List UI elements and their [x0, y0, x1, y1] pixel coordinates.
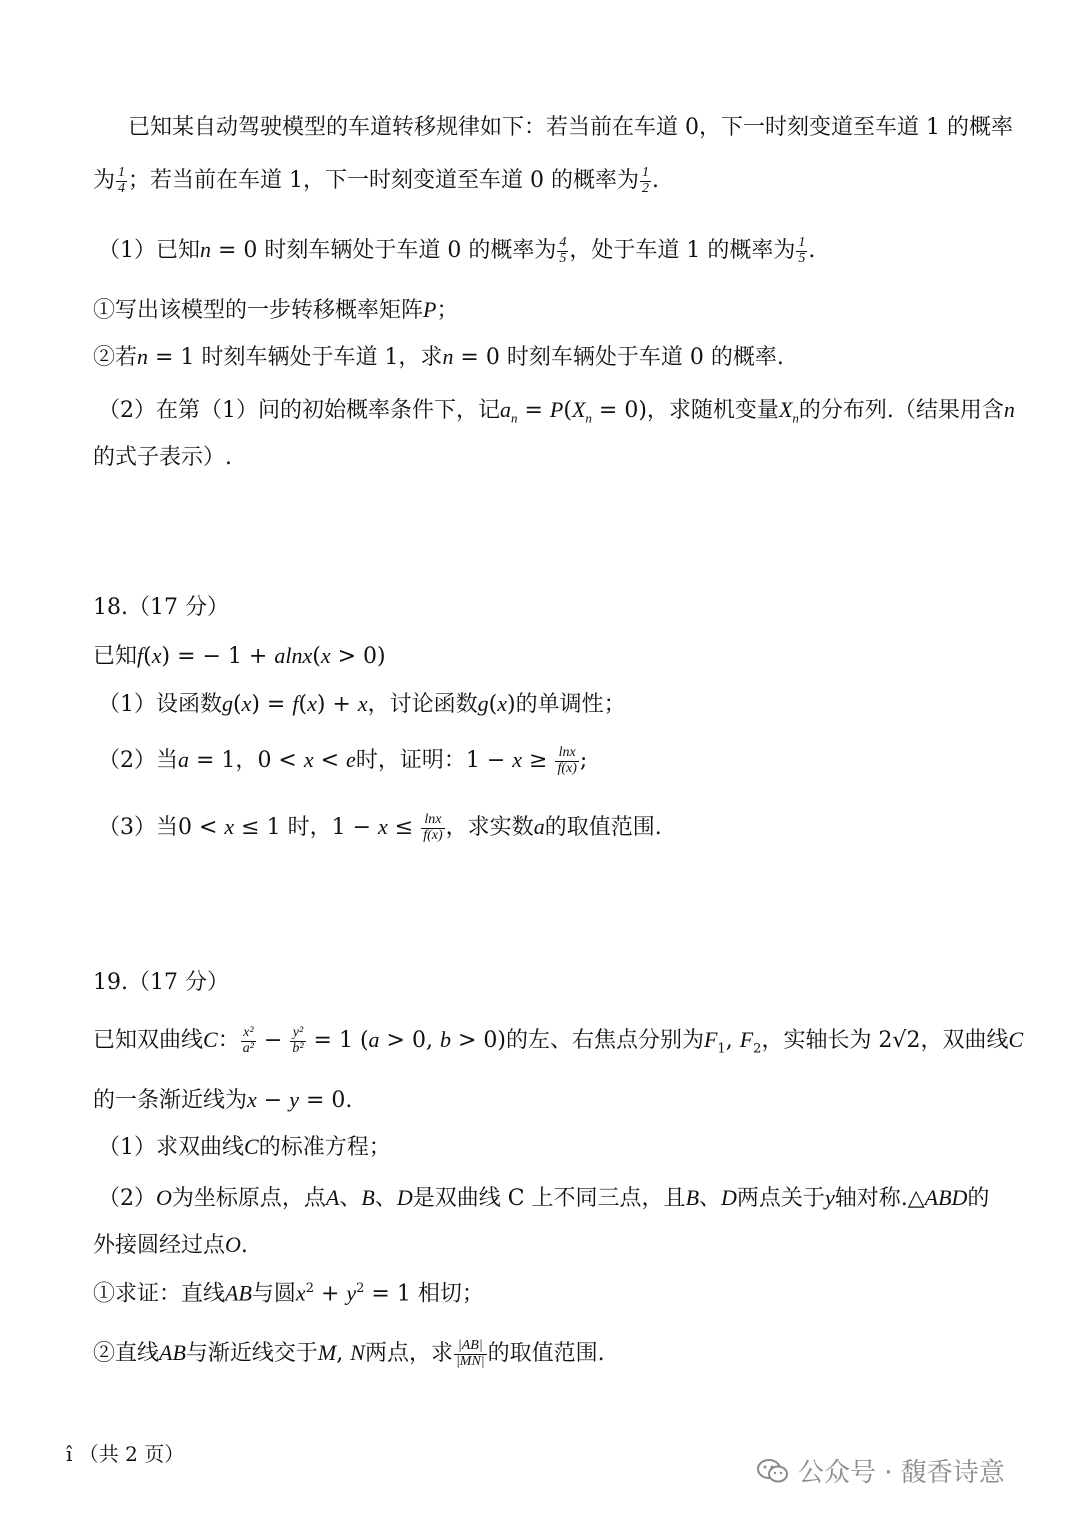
fraction-lnx-fx: $\frac{\ln x}{f(x)}$: [557, 745, 577, 776]
fraction-lnx-fx-2: $\frac{\ln x}{f(x)}$: [423, 812, 443, 843]
fraction-4-5: $\frac{4}{5}$: [559, 235, 567, 266]
q19-part1: （1）求双曲线C的标准方程；: [98, 1134, 391, 1160]
fraction-ab-mn: $\frac{|AB|}{|MN|}$: [455, 1338, 485, 1369]
fraction-1-2: $\frac{1}{2}$: [642, 165, 649, 196]
q19-line1: 已知双曲线C： $\frac{\text{x²}}{\text{a²}}$ − $\frac{\text{y²}}{\text{b²}}$ = 1 (a > 0, b > 0)的左、右焦点分别为$F_1$, $F_2$，实轴长为 2√2，双曲线C: [93, 1025, 1024, 1057]
q18-header: 18.（17 分）: [93, 595, 229, 620]
page-footer: î （共 2 页）: [66, 1442, 185, 1466]
intro-line-1: 已知某自动驾驶模型的车道转移规律如下：若当前在车道 0，下一时刻变道至车道 1 的概率: [128, 115, 1013, 140]
intro-line-2: 为 $\frac{1}{4}$ ；若当前在车道 1，下一时刻变道至车道 0 的概率为 $\frac{1}{2}$ .: [93, 165, 659, 196]
q18-part2: （2）当a = 1，0 < x < e时，证明：1 − x ≥ $\frac{\ln x}{f(x)}$ ;: [98, 745, 588, 776]
watermark: 公众号 · 馥香诗意: [756, 1452, 1005, 1489]
q17-sub2: ②若n = 1 时刻车辆处于车道 1，求n = 0 时刻车辆处于车道 0 的概率.: [93, 344, 784, 370]
fraction-1-4: $\frac{1}{4}$: [118, 165, 126, 196]
q17-part2-cont: 的式子表示）.: [93, 445, 232, 470]
wechat-icon: [756, 1458, 790, 1484]
q19-part2: （2）O为坐标原点，点A、B、D是双曲线 C 上不同三点，且B、D两点关于y轴对称.△ABD的: [98, 1185, 990, 1211]
fraction-1-5: $\frac{1}{5}$: [798, 235, 806, 266]
q18-given: 已知f(x) = − 1 + alnx(x > 0): [93, 643, 386, 669]
q19-sub2: ②直线AB与渐近线交于M, N两点，求 $\frac{|AB|}{|MN|}$ 的取值范围.: [93, 1338, 605, 1369]
q19-header: 19.（17 分）: [93, 970, 229, 995]
q18-part3: （3）当0 < x ≤ 1 时，1 − x ≤ $\frac{\ln x}{f(x)}$ ，求实数a的取值范围.: [98, 812, 662, 843]
q18-part1: （1）设函数g(x) = f(x) + x，讨论函数g(x)的单调性；: [98, 691, 626, 717]
q19-part2-cont: 外接圆经过点O.: [93, 1232, 248, 1258]
q17-part1: （1）已知n = 0 时刻车辆处于车道 0 的概率为 $\frac{4}{5}$ ，处于车道 1 的概率为 $\frac{1}{5}$ .: [98, 235, 816, 266]
q17-part2: （2）在第（1）问的初始概率条件下，记$a_n = P(X_n = 0)$，求随机变量$X_n$的分布列.（结果用含n: [98, 397, 1015, 426]
q19-line2: 的一条渐近线为x − y = 0.: [93, 1087, 353, 1113]
q19-sub1: ①求证：直线AB与圆$x^2 + y^2 = 1$ 相切；: [93, 1280, 484, 1307]
q17-sub1: ①写出该模型的一步转移概率矩阵P；: [93, 297, 459, 323]
